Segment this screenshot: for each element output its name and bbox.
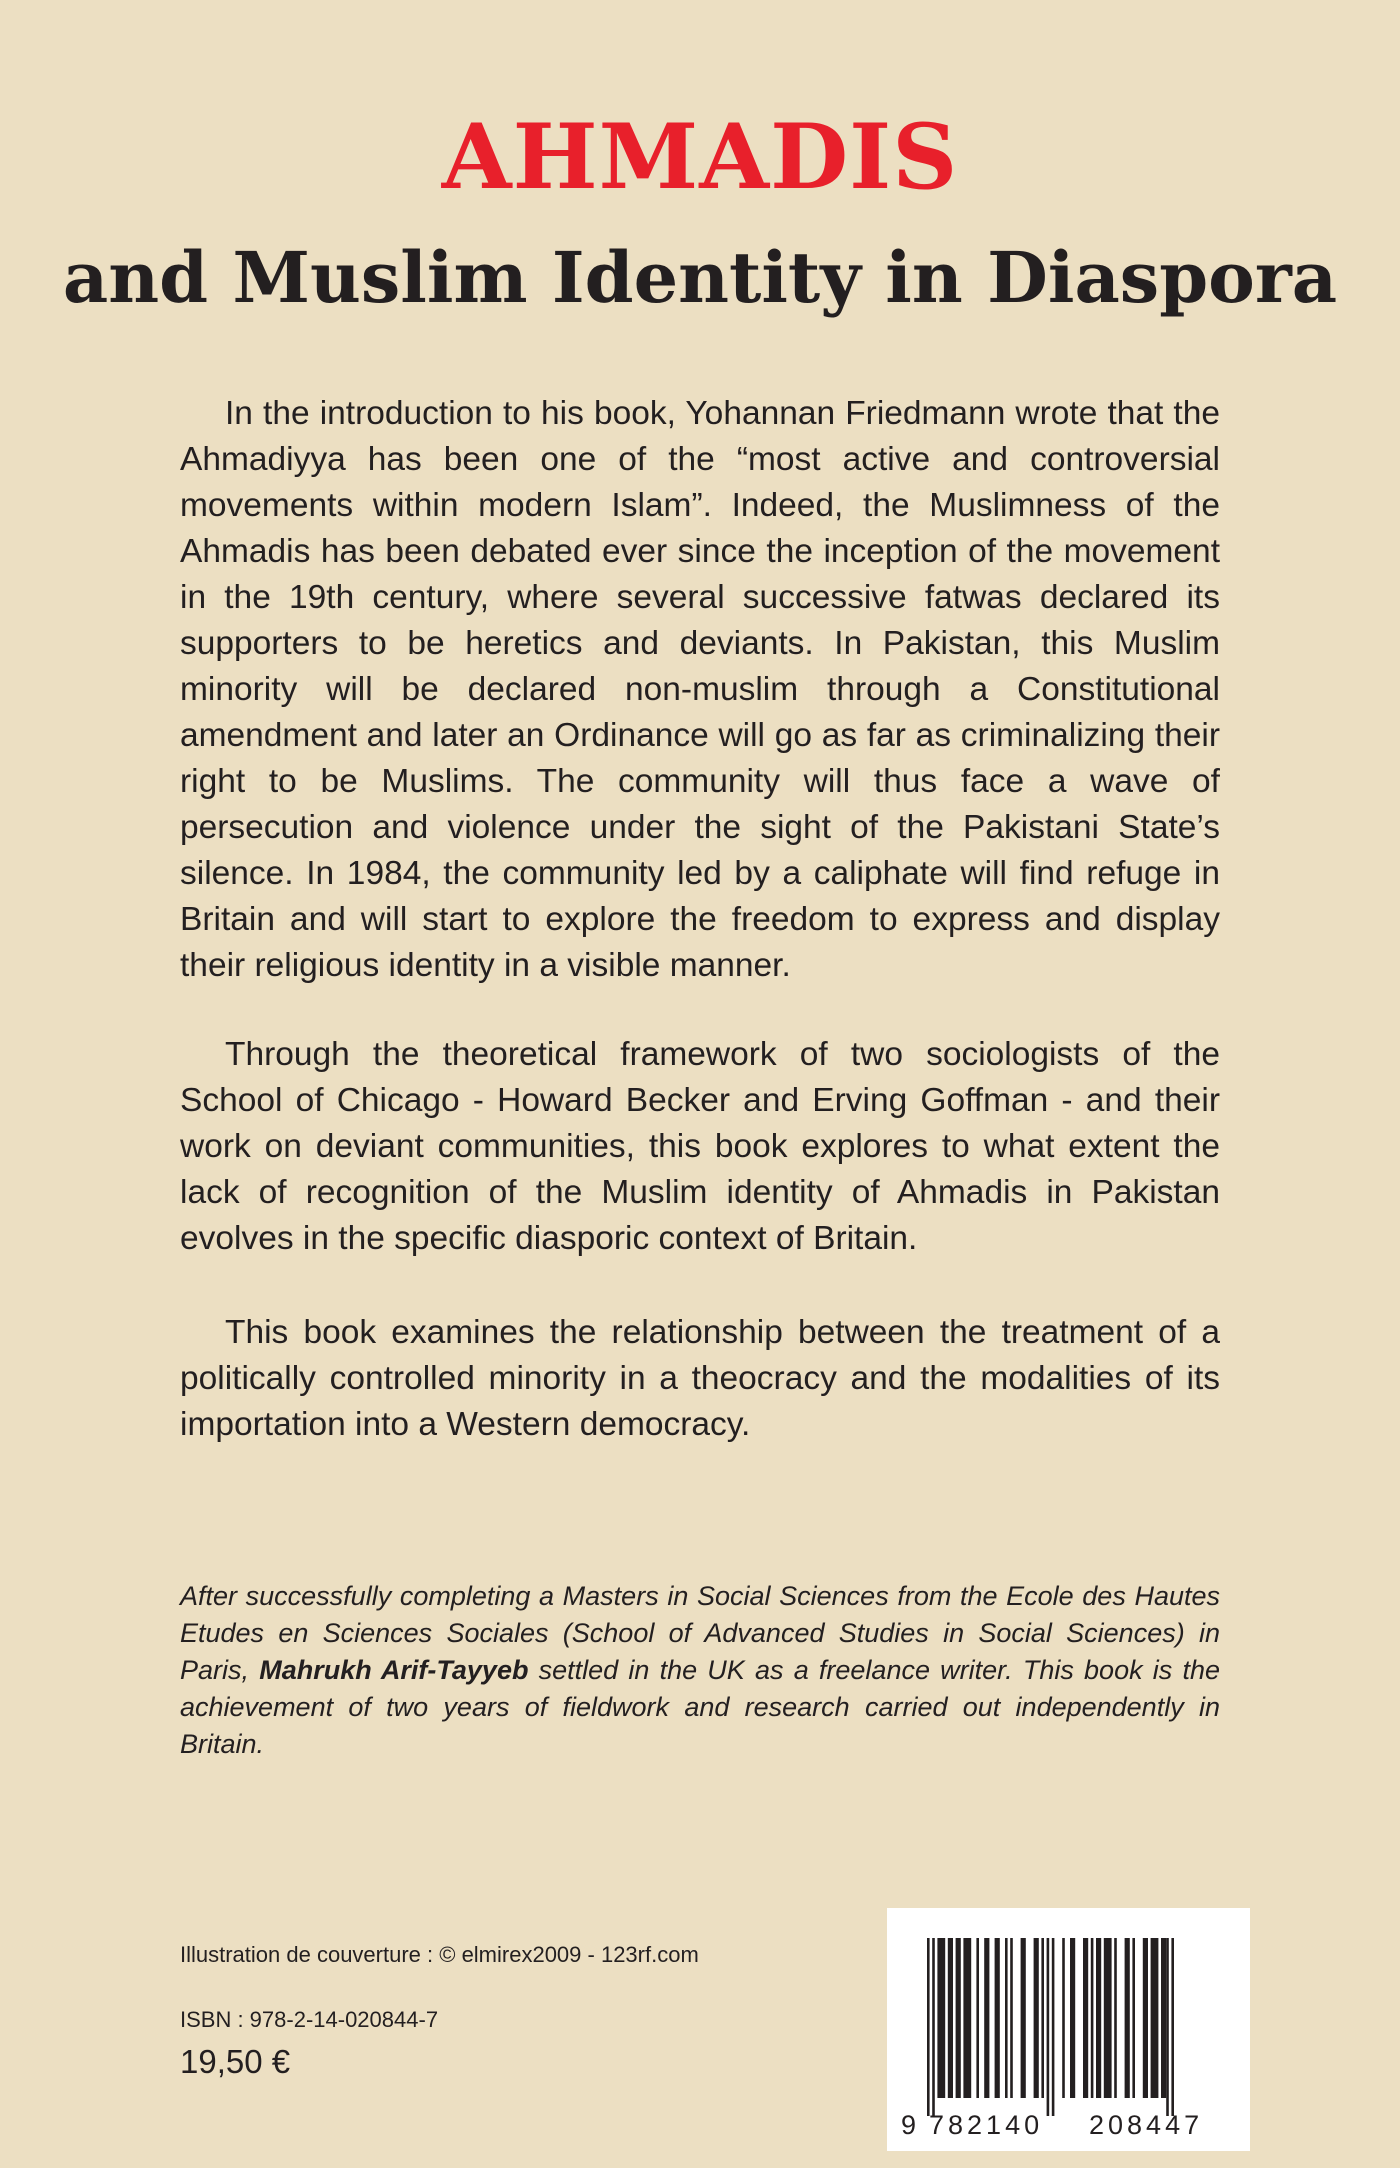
barcode-bar <box>995 1938 1000 2098</box>
blurb-paragraph: Through the theoretical framework of two sociologists of the School of Chicago - Howard Becker and Erving Goffman - and their work on deviant communities, this book explores to what extent the lack of recognition of the Muslim identity of Ahmadis in Pakistan evolves in the specific diasporic context of Britain. <box>180 1036 1220 1257</box>
barcode-bar <box>976 1938 979 2098</box>
barcode-bar <box>932 1938 935 2116</box>
barcode-bar <box>1096 1938 1101 2098</box>
barcode-bar <box>963 1938 971 2098</box>
barcode-bar <box>1010 1938 1013 2098</box>
barcode-bar <box>984 1938 989 2098</box>
barcode-graphic <box>887 1908 1250 2151</box>
barcode-bar <box>1070 1938 1075 2098</box>
author-bio <box>180 1578 1220 1763</box>
barcode-bar <box>927 1938 930 2116</box>
book-title: AHMADIS <box>441 104 959 210</box>
barcode-bar <box>956 1938 961 2098</box>
illustration-credit: Illustration de couverture : © elmirex2009 - 123rf.com <box>180 1942 699 1967</box>
barcode-bar <box>1021 1938 1026 2098</box>
barcode-bar <box>948 1938 953 2098</box>
barcode-bar <box>1062 1938 1065 2098</box>
barcode-bar <box>1125 1938 1130 2098</box>
blurb-paragraph: This book examines the relationship between the treatment of a politically controlled minority in a theocracy and the modalities of its importation into a Western democracy. <box>180 1314 1220 1443</box>
barcode-bar <box>1041 1938 1044 2098</box>
barcode-bar <box>1083 1938 1088 2098</box>
barcode-bar <box>937 1938 945 2098</box>
barcode-bar <box>1166 1938 1169 2116</box>
barcode-bar <box>1091 1938 1094 2098</box>
barcode-bar <box>1034 1938 1039 2098</box>
author-name: Mahrukh Arif-Tayyeb <box>259 1655 529 1685</box>
barcode-bar <box>1047 1938 1050 2116</box>
barcode-bar <box>1114 1938 1117 2098</box>
price: 19,50 € <box>180 2043 291 2080</box>
barcode-right-digits: 208447 <box>1089 2110 1204 2140</box>
blurb-paragraph: In the introduction to his book, Yohannan Friedmann wrote that the Ahmadiyya has been one of the “most active and controversial movements within modern Islam”. Indeed, the Muslimness of the Ahmadis has been debated ever since the inception of the movement in the 19th century, where several successive fatwas declared its supporters to be heretics and deviants. In Pakistan, this Muslim minority will be declared non-muslim through a Constitutional amendment and later an Ordinance will go as far as criminalizing their right to be Muslims. The community will thus face a wave of persecution and violence under the sight of the Pakistani State’s silence. In 1984, the community led by a caliphate will find refuge in Britain and will start to explore the freedom to express and display their religious identity in a visible manner. <box>180 395 1220 984</box>
barcode-bar <box>1104 1938 1112 2098</box>
barcode-bar <box>1151 1938 1159 2098</box>
author-bio-text: settled in the UK as a freelance writer. This book is the achievement of two years of fieldwork and research carried out independently in Britain. <box>180 1655 1221 1759</box>
barcode-bar <box>1143 1938 1148 2098</box>
barcode-bar <box>1132 1938 1135 2098</box>
book-subtitle: and Muslim Identity in Diaspora <box>62 236 1338 319</box>
barcode-bar <box>1171 1938 1174 2116</box>
isbn: ISBN : 978-2-14-020844-7 <box>180 2007 439 2032</box>
barcode-first-digit: 9 <box>901 2110 917 2140</box>
barcode-left-digits: 782140 <box>929 2110 1044 2140</box>
barcode <box>887 1908 1250 2151</box>
author-bio-text: After successfully completing a Masters in Social Sciences from the Ecole des Hautes Etudes en Sciences Sociales (School of Advanced Studies in Social Sciences) in Paris, <box>180 1581 1220 1685</box>
barcode-bar <box>1005 1938 1008 2098</box>
barcode-bar <box>1052 1938 1055 2116</box>
barcode-bar <box>1161 1938 1166 2098</box>
